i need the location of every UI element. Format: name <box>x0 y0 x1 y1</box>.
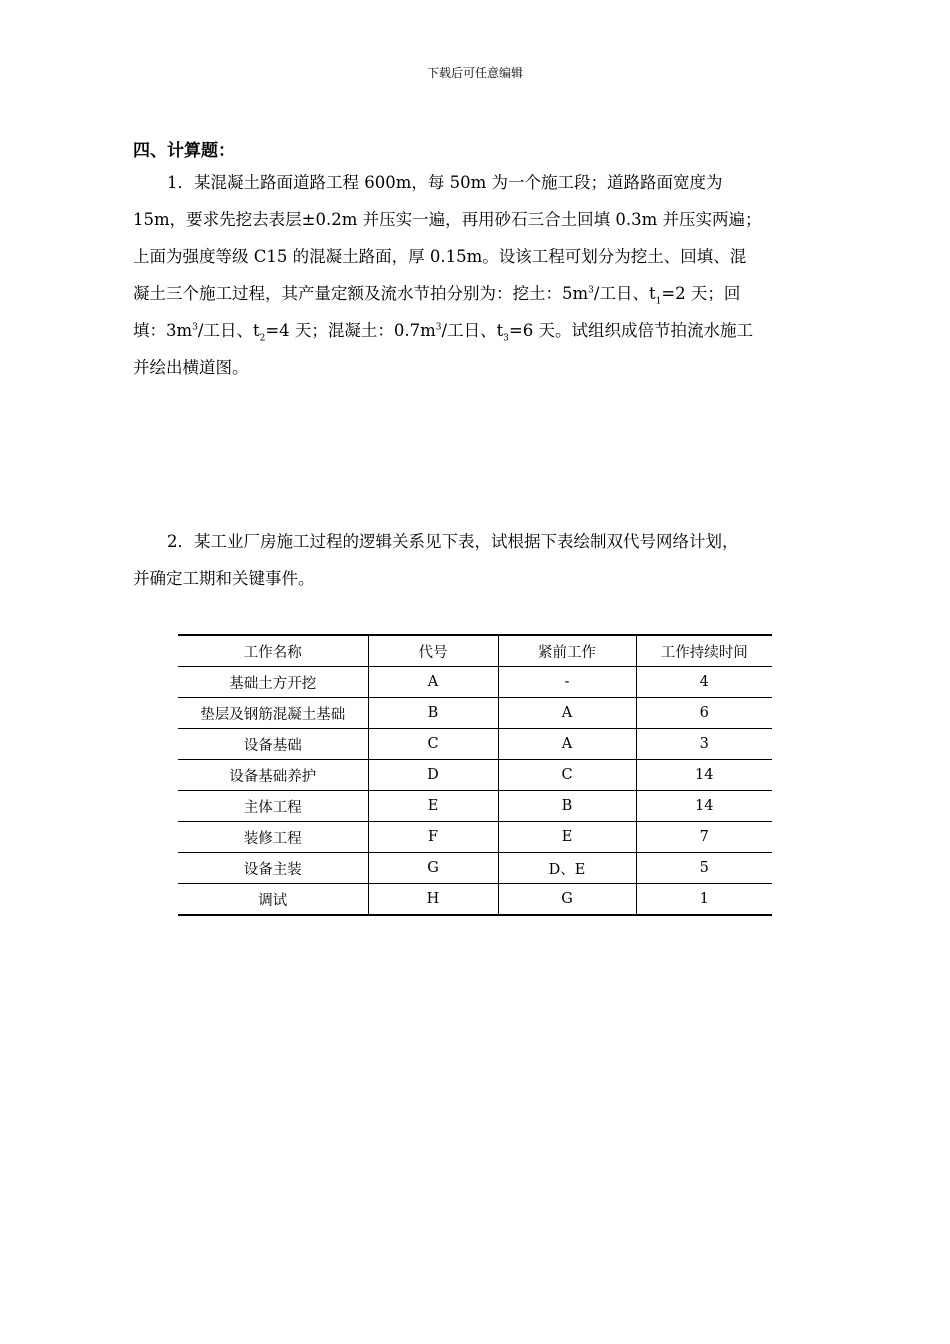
cell-predecessor: B <box>498 791 636 822</box>
cell-predecessor: A <box>498 729 636 760</box>
cell-work-name: 设备基础养护 <box>178 760 368 791</box>
logic-relationship-table <box>178 634 772 916</box>
q1-line-4 <box>133 275 823 312</box>
cell-work-name: 基础土方开挖 <box>178 667 368 698</box>
table-row <box>178 853 772 884</box>
cell-duration: 14 <box>636 791 772 822</box>
superscript: 3 <box>192 322 198 333</box>
text-run: /工日、t <box>441 321 504 340</box>
table-row <box>178 698 772 729</box>
question-1 <box>133 164 823 386</box>
cell-code: F <box>368 822 498 853</box>
text-run: 凝土三个施工过程，其产量定额及流水节拍分别为：挖土：5m <box>133 284 589 303</box>
cell-predecessor: C <box>498 760 636 791</box>
cell-code: D <box>368 760 498 791</box>
cell-duration: 3 <box>636 729 772 760</box>
cell-code: B <box>368 698 498 729</box>
cell-work-name: 调试 <box>178 884 368 916</box>
cell-code: C <box>368 729 498 760</box>
cell-code: G <box>368 853 498 884</box>
cell-duration: 1 <box>636 884 772 916</box>
page-header: 下载后可任意编辑 <box>426 66 523 80</box>
q1-line-2: 15m，要求先挖去表层±0.2m 并压实一遍，再用砂石三合土回填 0.3m 并压实两遍； <box>133 210 762 229</box>
subscript: 3 <box>503 333 509 344</box>
superscript: 3 <box>588 285 594 296</box>
cell-predecessor: D、E <box>498 853 636 884</box>
table-row <box>178 760 772 791</box>
q1-line-5 <box>133 312 823 349</box>
superscript: 3 <box>435 322 442 333</box>
cell-work-name: 装修工程 <box>178 822 368 853</box>
cell-code: H <box>368 884 498 916</box>
cell-predecessor: - <box>498 667 636 698</box>
cell-work-name: 设备基础 <box>178 729 368 760</box>
cell-work-name: 主体工程 <box>178 791 368 822</box>
cell-predecessor: A <box>498 698 636 729</box>
text-run: /工日、t <box>197 321 260 340</box>
table-row <box>178 667 772 698</box>
header-work-name: 工作名称 <box>178 635 368 667</box>
cell-duration: 6 <box>636 698 772 729</box>
q2-line-1: 2．某工业厂房施工过程的逻辑关系见下表，试根据下表绘制双代号网络计划， <box>167 532 739 551</box>
subscript: 1 <box>655 296 662 307</box>
subscript: 2 <box>259 333 266 344</box>
text-run: =2 天；回 <box>661 284 741 303</box>
table-header-row <box>178 635 772 667</box>
text-run: 填：3m <box>133 321 193 340</box>
cell-work-name: 垫层及钢筋混凝土基础 <box>178 698 368 729</box>
q1-line-6: 并绘出横道图。 <box>133 358 249 377</box>
q2-line-2: 并确定工期和关键事件。 <box>133 569 315 588</box>
text-run: =6 天。试组织成倍节拍流水施工 <box>508 321 754 340</box>
cell-duration: 5 <box>636 853 772 884</box>
table-row <box>178 791 772 822</box>
q1-line-3: 上面为强度等级 C15 的混凝土路面，厚 0.15m。设该工程可划分为挖土、回填、混 <box>133 247 747 266</box>
header-duration: 工作持续时间 <box>636 635 772 667</box>
text-run: /工日、t <box>593 284 656 303</box>
text-run: =4 天；混凝土：0.7m <box>265 321 436 340</box>
cell-code: E <box>368 791 498 822</box>
header-code: 代号 <box>368 635 498 667</box>
cell-work-name: 设备主装 <box>178 853 368 884</box>
question-2 <box>133 523 823 597</box>
header-predecessor: 紧前工作 <box>498 635 636 667</box>
cell-duration: 14 <box>636 760 772 791</box>
cell-predecessor: G <box>498 884 636 916</box>
cell-duration: 7 <box>636 822 772 853</box>
cell-predecessor: E <box>498 822 636 853</box>
table-row <box>178 729 772 760</box>
table-row <box>178 884 772 916</box>
table-row <box>178 822 772 853</box>
section-title: 四、计算题： <box>133 141 235 161</box>
q1-line-1: 1．某混凝土路面道路工程 600m，每 50m 为一个施工段；道路路面宽度为 <box>167 173 723 192</box>
cell-code: A <box>368 667 498 698</box>
cell-duration: 4 <box>636 667 772 698</box>
